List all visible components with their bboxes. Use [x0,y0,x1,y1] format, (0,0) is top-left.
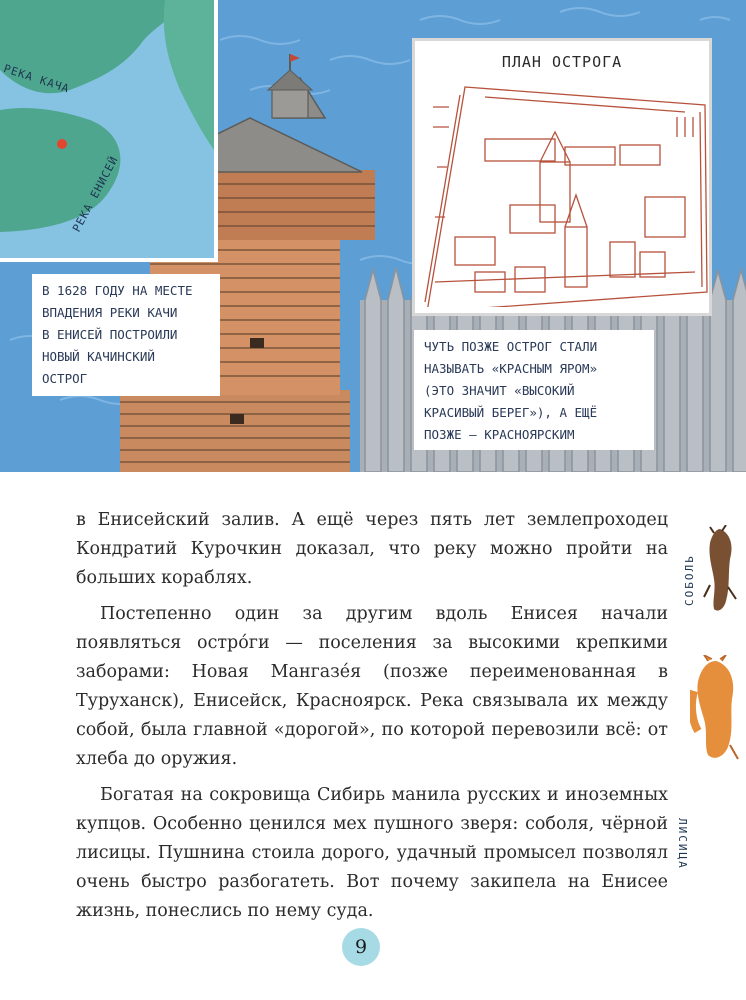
caption-naming-line: (ЭТО ЗНАЧИТ «ВЫСОКИЙ [424,383,575,398]
margin-label-sable: СОБОЛЬ [683,554,696,606]
map-drawing [0,0,214,258]
caption-naming-line: КРАСИВЫЙ БЕРЕГ»), А ЕЩЁ [424,405,598,420]
caption-naming-line: ЧУТЬ ПОЗЖЕ ОСТРОГ СТАЛИ [424,339,598,354]
caption-naming-line: ПОЗЖЕ – КРАСНОЯРСКИМ [424,427,575,442]
caption-founding-line: ВПАДЕНИЯ РЕКИ КАЧИ [42,305,178,320]
illustration [0,0,746,472]
sable-illustration [700,525,740,615]
caption-founding [32,274,220,396]
fox-illustration [690,655,742,765]
caption-naming [414,330,654,450]
caption-naming-line: НАЗЫВАТЬ «КРАСНЫМ ЯРОМ» [424,361,598,376]
caption-founding-line: НОВЫЙ КАЧИНСКИЙ [42,349,155,364]
map-label-yenisei: РЕКА ЕНИСЕЙ [70,153,121,235]
caption-founding-line: ОСТРОГ [42,371,88,386]
plan-drawing [415,77,709,307]
plan-title: ПЛАН ОСТРОГА [501,53,623,71]
caption-founding-line: В ЕНИСЕЙ ПОСТРОИЛИ [42,327,178,342]
paragraph: Постепенно один за другим вдоль Енисея начали появляться остро́ги — поселения за высокими крепкими заборами: Новая Мангазе́я (позже переименованная в Туруханск), Енисейск, Красноярск. Река связывала их между собой, была главной «дорогой», по которой перевозили всё: от хлеба до оружия. [76,604,668,769]
caption-founding-line: В 1628 ГОДУ НА МЕСТЕ [42,283,193,298]
fortress-plan [412,38,712,316]
map-label-kacha: РЕКА КАЧА [1,62,72,96]
ostrog-location-marker [57,139,67,149]
page-number: 9 [342,928,380,966]
body-text [76,506,668,933]
paragraph: в Енисейский залив. А ещё через пять лет землепроходец Кондратий Курочкин доказал, что реку можно пройти на больших кораблях. [76,510,668,588]
margin-label-fox: ЛИСИЦА [676,818,689,870]
map-inset [0,0,218,262]
paragraph: Богатая на сокровища Сибирь манила русских и иноземных купцов. Особенно ценился мех пушного зверя: соболя, чёрной лисицы. Пушнина стоила дорого, удачный промысел позволял очень быстро разбогатеть. Вот почему закипела на Енисее жизнь, понеслись по нему суда. [76,785,668,921]
